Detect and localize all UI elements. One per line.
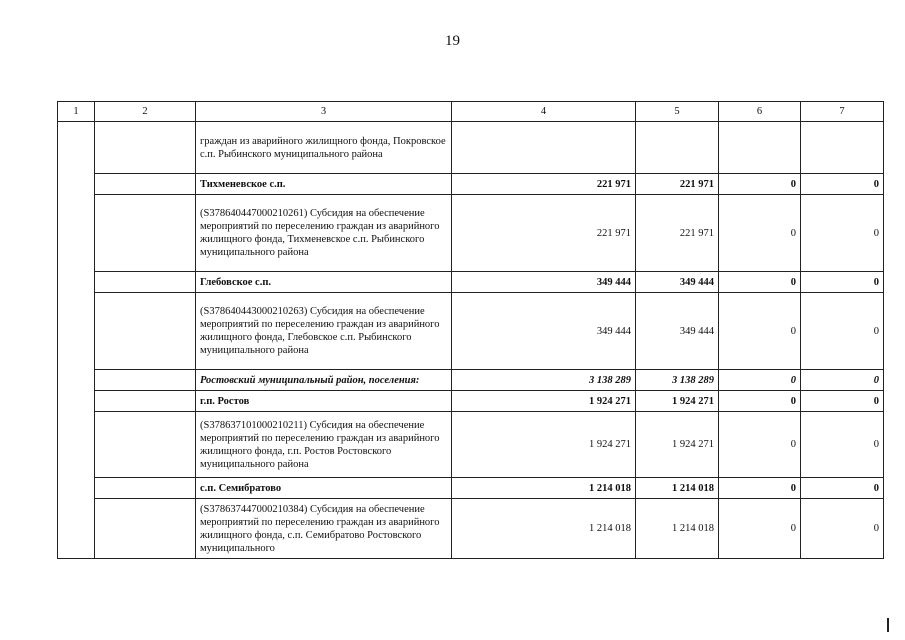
col-2-cell — [95, 412, 196, 478]
col-7-value: 0 — [801, 370, 884, 391]
col-2-cell — [95, 293, 196, 370]
desc-cell: (S378637447000210384) Субсидия на обеспечение мероприятий по переселению граждан из аварийного жилищного фонда, с.п. Семибратово Ростовского муниципального — [196, 499, 452, 559]
col-2-cell — [95, 499, 196, 559]
desc-cell: г.п. Ростов — [196, 391, 452, 412]
col-7-value: 0 — [801, 293, 884, 370]
col-6-value: 0 — [719, 391, 801, 412]
col-7-value: 0 — [801, 499, 884, 559]
col-5-value: 1 214 018 — [636, 478, 719, 499]
col-4-value: 3 138 289 — [452, 370, 636, 391]
header-col-3: 3 — [196, 102, 452, 122]
col-2-cell — [95, 174, 196, 195]
col-7-value — [801, 122, 884, 174]
header-col-2: 2 — [95, 102, 196, 122]
col-6-value — [719, 122, 801, 174]
budget-table — [57, 101, 884, 559]
desc-cell: Тихменевское с.п. — [196, 174, 452, 195]
col-5-value: 1 214 018 — [636, 499, 719, 559]
desc-cell: Глебовское с.п. — [196, 272, 452, 293]
desc-cell: (S378640447000210261) Субсидия на обеспечение мероприятий по переселению граждан из аварийного жилищного фонда, Тихменевское с.п. Рыбинского муниципального района — [196, 195, 452, 272]
col-6-value: 0 — [719, 174, 801, 195]
col-4-value — [452, 122, 636, 174]
col-6-value: 0 — [719, 370, 801, 391]
col-6-value: 0 — [719, 195, 801, 272]
col-5-value: 221 971 — [636, 195, 719, 272]
col-4-value: 349 444 — [452, 272, 636, 293]
col-7-value: 0 — [801, 478, 884, 499]
col-5-value: 221 971 — [636, 174, 719, 195]
col-2-cell — [95, 122, 196, 174]
col-4-value: 1 924 271 — [452, 412, 636, 478]
header-col-6: 6 — [719, 102, 801, 122]
table-row — [58, 195, 884, 272]
col-5-value: 349 444 — [636, 293, 719, 370]
table-row — [58, 499, 884, 559]
table-header-row — [58, 102, 884, 122]
col-1-cell — [58, 122, 95, 559]
desc-cell: (S378640443000210263) Субсидия на обеспечение мероприятий по переселению граждан из аварийного жилищного фонда, Глебовское с.п. Рыбинского муниципального района — [196, 293, 452, 370]
col-6-value: 0 — [719, 478, 801, 499]
col-4-value: 221 971 — [452, 174, 636, 195]
col-5-value: 1 924 271 — [636, 412, 719, 478]
col-7-value: 0 — [801, 412, 884, 478]
col-6-value: 0 — [719, 293, 801, 370]
desc-cell: Ростовский муниципальный район, поселения: — [196, 370, 452, 391]
desc-cell: граждан из аварийного жилищного фонда, Покровское с.п. Рыбинского муниципального района — [196, 122, 452, 174]
table-row — [58, 370, 884, 391]
desc-cell: (S378637101000210211) Субсидия на обеспечение мероприятий по переселению граждан из аварийного жилищного фонда, г.п. Ростов Ростовского муниципального района — [196, 412, 452, 478]
table-row — [58, 122, 884, 174]
col-4-value: 1 214 018 — [452, 499, 636, 559]
col-4-value: 1 214 018 — [452, 478, 636, 499]
col-4-value: 349 444 — [452, 293, 636, 370]
col-4-value: 221 971 — [452, 195, 636, 272]
col-7-value: 0 — [801, 195, 884, 272]
header-col-4: 4 — [452, 102, 636, 122]
col-5-value: 349 444 — [636, 272, 719, 293]
col-7-value: 0 — [801, 391, 884, 412]
page-number: 19 — [445, 33, 460, 49]
table-row — [58, 478, 884, 499]
header-col-7: 7 — [801, 102, 884, 122]
table-row — [58, 391, 884, 412]
col-2-cell — [95, 195, 196, 272]
col-6-value: 0 — [719, 272, 801, 293]
table-row — [58, 272, 884, 293]
col-6-value: 0 — [719, 499, 801, 559]
header-col-1: 1 — [58, 102, 95, 122]
col-4-value: 1 924 271 — [452, 391, 636, 412]
col-2-cell — [95, 272, 196, 293]
col-7-value: 0 — [801, 174, 884, 195]
col-6-value: 0 — [719, 412, 801, 478]
scan-edge-mark — [887, 618, 889, 632]
desc-cell: с.п. Семибратово — [196, 478, 452, 499]
col-2-cell — [95, 391, 196, 412]
col-2-cell — [95, 370, 196, 391]
table-row — [58, 174, 884, 195]
col-5-value: 3 138 289 — [636, 370, 719, 391]
header-col-5: 5 — [636, 102, 719, 122]
col-2-cell — [95, 478, 196, 499]
table-row — [58, 412, 884, 478]
col-7-value: 0 — [801, 272, 884, 293]
col-5-value — [636, 122, 719, 174]
table-row — [58, 293, 884, 370]
col-5-value: 1 924 271 — [636, 391, 719, 412]
